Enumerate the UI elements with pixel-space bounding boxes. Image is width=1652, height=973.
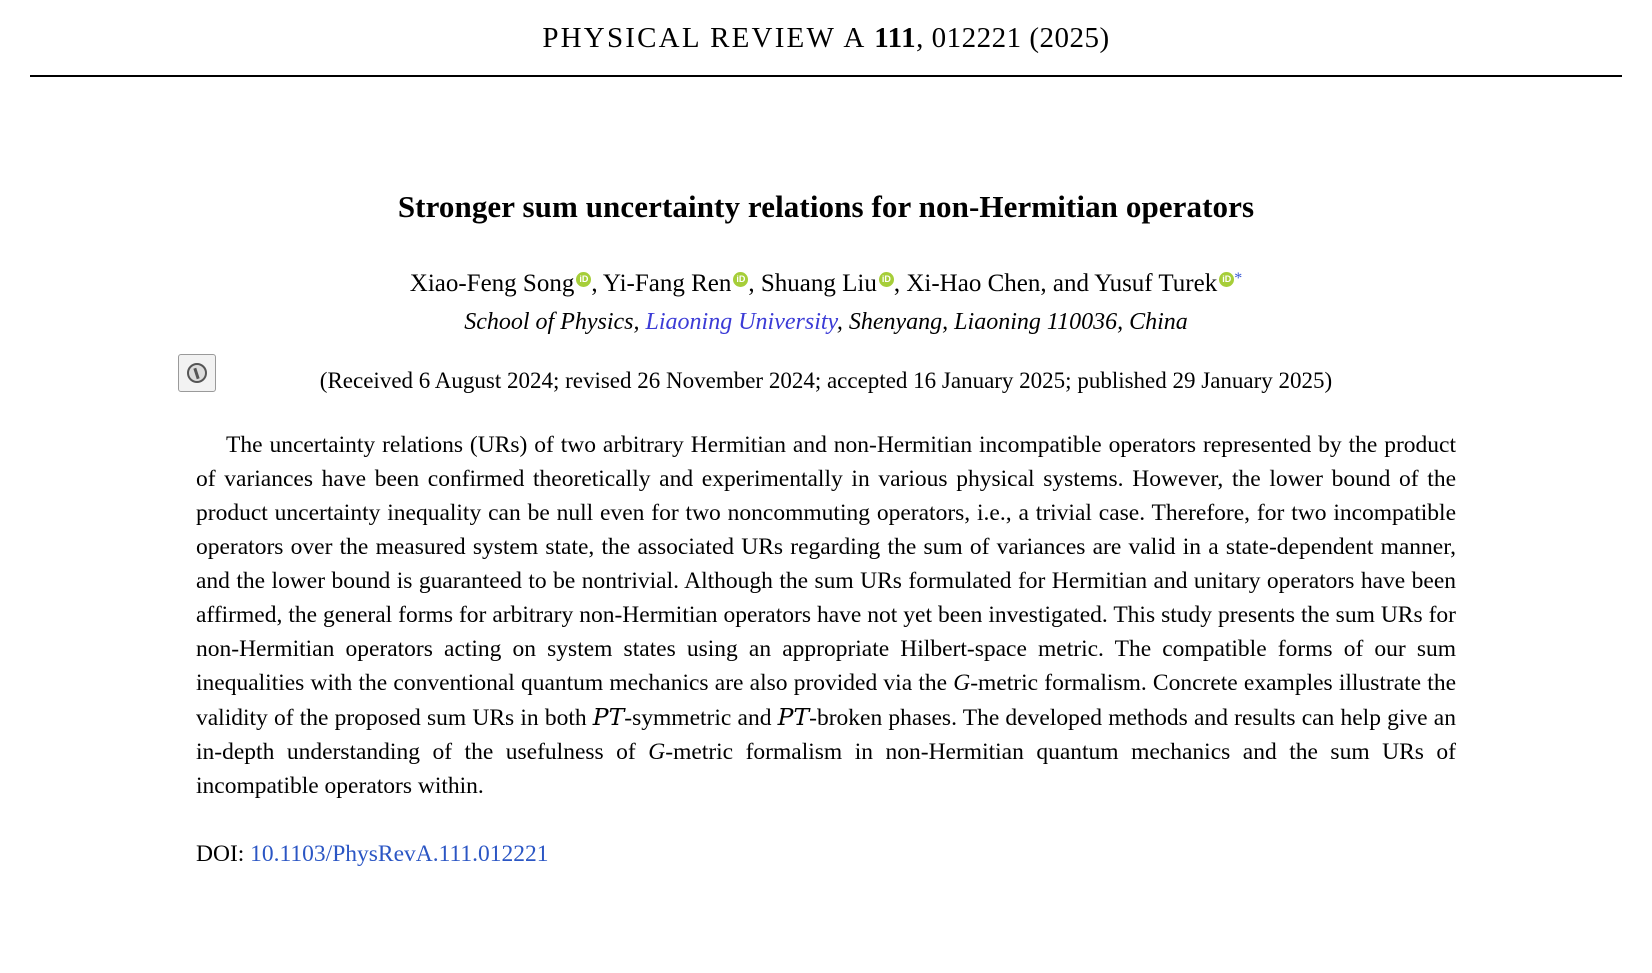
author-list (0, 268, 1652, 301)
abstract-paragraph (196, 428, 1456, 804)
journal-volume: 111 (874, 22, 917, 54)
author-separator: , (591, 270, 603, 297)
affiliation (0, 309, 1652, 336)
crossmark-ring (187, 363, 207, 383)
page-title: Stronger sum uncertainty relations for non-Hermitian operators (397, 189, 1255, 224)
orcid-icon[interactable] (576, 272, 591, 287)
author-separator: , (748, 270, 761, 297)
publication-history-row (0, 368, 1652, 394)
abstract-symbol-pt: PT (777, 703, 810, 731)
author-separator: , (893, 270, 907, 297)
affiliation-prefix: School of Physics, (464, 308, 646, 335)
orcid-icon[interactable] (1219, 272, 1234, 287)
journal-name: PHYSICAL REVIEW A (542, 22, 867, 54)
doi-line (196, 841, 1652, 868)
author-name: Shuang Liu (760, 270, 877, 297)
doi-link[interactable]: 10.1103/PhysRevA.111.012221 (250, 841, 549, 868)
journal-header (0, 0, 1652, 55)
affiliation-institution-link[interactable]: Liaoning University (645, 308, 837, 335)
abstract-symbol-pt: PT (592, 703, 625, 731)
doi-label: DOI: (196, 841, 251, 868)
affiliation-suffix: , Shenyang, Liaoning 110036, China (836, 308, 1188, 335)
abstract-text: -metric formalism. Concrete examples illustrate the validity of the proposed sum URs in both (196, 669, 1456, 731)
orcid-icon[interactable] (733, 272, 748, 287)
abstract-symbol-g: G (953, 669, 971, 696)
abstract-text: -metric formalism in non-Hermitian quantum mechanics and the sum URs of incompatible operators within. (196, 739, 1456, 800)
journal-article-number: , 012221 (2025) (916, 22, 1110, 54)
abstract (196, 428, 1456, 804)
publication-history: (Received 6 August 2024; revised 26 November 2024; accepted 16 January 2025; published 29 January 2025) (319, 367, 1333, 393)
author-name: Yi-Fang Ren (602, 270, 732, 297)
corresponding-author-marker[interactable]: * (1234, 270, 1243, 287)
author-name: Xi-Hao Chen, and (906, 270, 1095, 297)
abstract-text: -broken phases. The developed methods and results can help give an in-depth understanding of the usefulness of (196, 705, 1456, 766)
author-name: Yusuf Turek (1094, 270, 1218, 297)
orcid-icon[interactable] (879, 272, 894, 287)
crossmark-icon[interactable] (178, 354, 216, 392)
abstract-symbol-g: G (648, 739, 666, 766)
abstract-text: The uncertainty relations (URs) of two arbitrary Hermitian and non-Hermitian incompatible operators represented by the product of variances have been confirmed theoretically and experimentally in various physical systems. However, the lower bound of the product uncertainty inequality can be null even for two noncommuting operators, i.e., a trivial case. Therefore, for two incompatible operators over the measured system state, the associated URs regarding the sum of variances are valid in a state-dependent manner, and the lower bound is guaranteed to be nontrivial. Although the sum URs formulated for Hermitian and unitary operators have been affirmed, the general forms for arbitrary non-Hermitian operators have not yet been investigated. This study presents the sum URs for non-Hermitian operators acting on system states using an appropriate Hilbert-space metric. The compatible forms of our sum inequalities with the conventional quantum mechanics are also provided via the (196, 431, 1456, 696)
author-name: Xiao-Feng Song (409, 270, 575, 297)
abstract-text: -symmetric and (624, 705, 778, 731)
header-divider (30, 75, 1622, 77)
